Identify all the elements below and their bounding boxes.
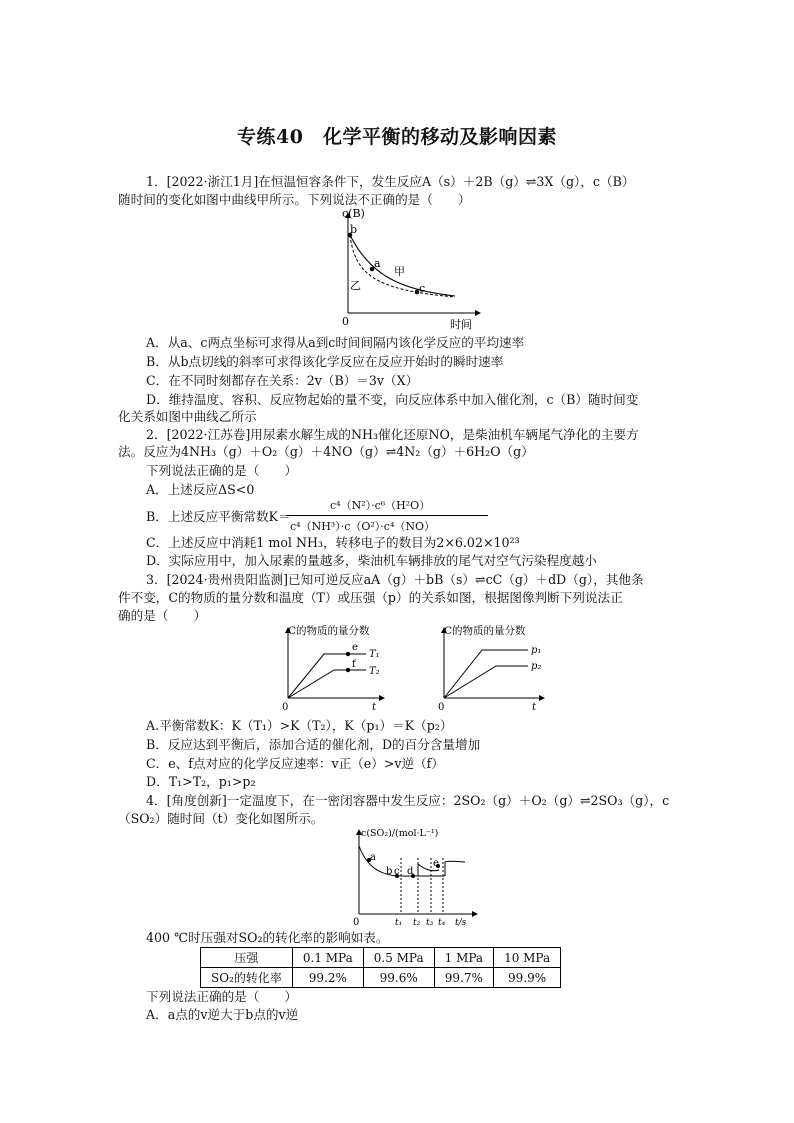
q1-option-a: A．从a、c两点坐标可求得从a到c时间间隔内该化学反应的平均速率 [146, 335, 525, 350]
q2-stem-3: 下列说法正确的是（ ） [146, 463, 298, 478]
q4-fig-ylabel: c(SO₂)/(mol·L⁻¹) [361, 828, 439, 839]
q1-fig-xlabel: 时间 [450, 318, 472, 331]
q3-fig2-xlabel: t [532, 702, 537, 713]
q4-fig-b: b [386, 866, 393, 877]
q4-fig-d: d [407, 866, 414, 877]
table-cell: 99.6% [363, 968, 434, 988]
q4-fig-t3: t₃ [426, 918, 434, 928]
q1-figure [320, 205, 490, 333]
table-header-cell: 1 MPa [434, 948, 493, 968]
page-title: 专练40 化学平衡的移动及影响因素 [237, 126, 557, 148]
table-header-cell: 0.5 MPa [363, 948, 434, 968]
q1-fig-b: b [350, 223, 358, 236]
q3-stem-1: 3．[2024·贵州贵阳监测]已知可逆反应aA（g）＋bB（s）⇌cC（g）＋dD（g），其他条 [146, 572, 644, 587]
pressure-conversion-table [200, 947, 561, 988]
q3-fig1-f: f [352, 659, 356, 670]
q1-option-b: B．从b点切线的斜率可求得该化学反应在反应开始时的瞬时速率 [146, 354, 504, 369]
q2-stem-2: 法。反应为4NH₃（g）＋O₂（g）＋4NO（g）⇌4N₂（g）＋6H₂O（g） [118, 444, 534, 459]
q1-fig-yi: 乙 [350, 279, 361, 292]
q1-stem-1: 1．[2022·浙江1月]在恒温恒容条件下，发生反应A（s）＋2B（g）⇌3X（g），c（B） [146, 174, 635, 189]
q3-fig1-origin: 0 [282, 702, 289, 713]
q1-fig-origin: 0 [342, 315, 349, 328]
q2-k-numerator: c⁴（N²）·c⁶（H²O） [330, 499, 431, 512]
q4-table-caption: 400 ℃时压强对SO₂的转化率的影响如表。 [146, 930, 389, 945]
q1-fig-c: c [419, 282, 426, 295]
q4-fig-origin: 0 [353, 917, 360, 928]
q3-option-c: C．e、f点对应的化学反应速率：v正（e）>v逆（f） [146, 756, 444, 771]
q4-fig-e: e [433, 858, 439, 869]
q3-option-a: A.平衡常数K：K（T₁）>K（T₂），K（p₁）＝K（p₂） [146, 718, 453, 733]
table-header-cell: 10 MPa [494, 948, 561, 968]
q2-option-c: C．上述反应中消耗1 mol NH₃，转移电子的数目为2×6.02×10²³ [146, 535, 520, 550]
q1-fig-ylabel: c(B) [342, 207, 365, 220]
q3-fig1-e: e [352, 642, 358, 653]
q3-stem-3: 确的是（ ） [118, 608, 207, 623]
table-cell: 99.7% [434, 968, 493, 988]
q1-fig-a: a [374, 257, 381, 270]
q3-figure-pressure [426, 622, 552, 714]
table-header-cell: 压强 [201, 948, 293, 968]
q4-fig-a: a [370, 852, 376, 863]
q4-stem-3: 下列说法正确的是（ ） [146, 989, 298, 1004]
q3-stem-2: 件不变，C的物质的量分数和温度（T）或压强（p）的关系如图，根据图像判断下列说法正 [118, 590, 623, 605]
q3-figure-temperature [270, 622, 390, 714]
table-cell: 99.2% [292, 968, 363, 988]
q2-fraction-bar [286, 515, 488, 516]
q3-option-d: D．T₁>T₂，p₁>p₂ [146, 774, 256, 789]
q2-option-b-prefix: B．上述反应平衡常数K＝ [146, 509, 291, 524]
q3-option-b: B．反应达到平衡后，添加合适的催化剂，D的百分含量增加 [146, 737, 481, 752]
table-cell: SO₂的转化率 [201, 968, 293, 988]
q1-option-d-1: D．维持温度、容积、反应物起始的量不变，向反应体系中加入催化剂，c（B）随时间变 [146, 392, 639, 407]
table-row [201, 968, 561, 988]
q4-fig-t2: t₂ [413, 918, 421, 928]
q4-stem-1: 4．[角度创新]一定温度下，在一密闭容器中发生反应：2SO₂（g）＋O₂（g）⇌2SO₃（g），c [146, 793, 670, 808]
q3-fig2-origin: 0 [438, 702, 445, 713]
q1-option-d-2: 化关系如图中曲线乙所示 [118, 409, 257, 424]
q4-fig-t4: t₄ [438, 918, 446, 928]
q1-option-c: C．在不同时刻都存在关系：2v（B）＝3v（X） [146, 373, 419, 388]
q2-option-a: A．上述反应ΔS<0 [146, 482, 255, 497]
table-cell: 99.9% [494, 968, 561, 988]
q3-fig2-p1: p₁ [531, 645, 542, 656]
table-row [201, 948, 561, 968]
q4-fig-c: c [394, 866, 400, 877]
table-header-cell: 0.1 MPa [292, 948, 363, 968]
q3-fig1-xlabel: t [372, 702, 377, 713]
q3-fig1-t2: T₂ [369, 666, 380, 677]
q4-fig-xlabel: t/s [455, 918, 467, 928]
q3-fig1-ylabel: C的物质的量分数 [288, 625, 370, 637]
q2-stem-1: 2．[2022·江苏卷]用尿素水解生成的NH₃催化还原NO，是柴油机车辆尾气净化的主要方 [146, 427, 639, 442]
q2-option-d: D．实际应用中，加入尿素的量越多，柴油机车辆排放的尾气对空气污染程度越小 [146, 553, 597, 568]
q4-stem-2: （SO₂）随时间（t）变化如图所示。 [118, 811, 324, 826]
q3-fig2-ylabel: C的物质的量分数 [444, 625, 526, 637]
q3-fig2-p2: p₂ [531, 661, 542, 672]
q3-fig1-t1: T₁ [369, 649, 380, 660]
q1-stem-2: 随时间的变化如图中曲线甲所示。下列说法不正确的是（ ） [118, 192, 471, 207]
q4-figure [345, 824, 485, 928]
q1-fig-jia: 甲 [394, 265, 405, 278]
q4-fig-t1: t₁ [395, 918, 403, 928]
q4-option-a: A．a点的v逆大于b点的v逆 [146, 1007, 299, 1022]
q2-k-denominator: c⁴（NH³）·c（O²）·c⁴（NO） [290, 520, 435, 533]
